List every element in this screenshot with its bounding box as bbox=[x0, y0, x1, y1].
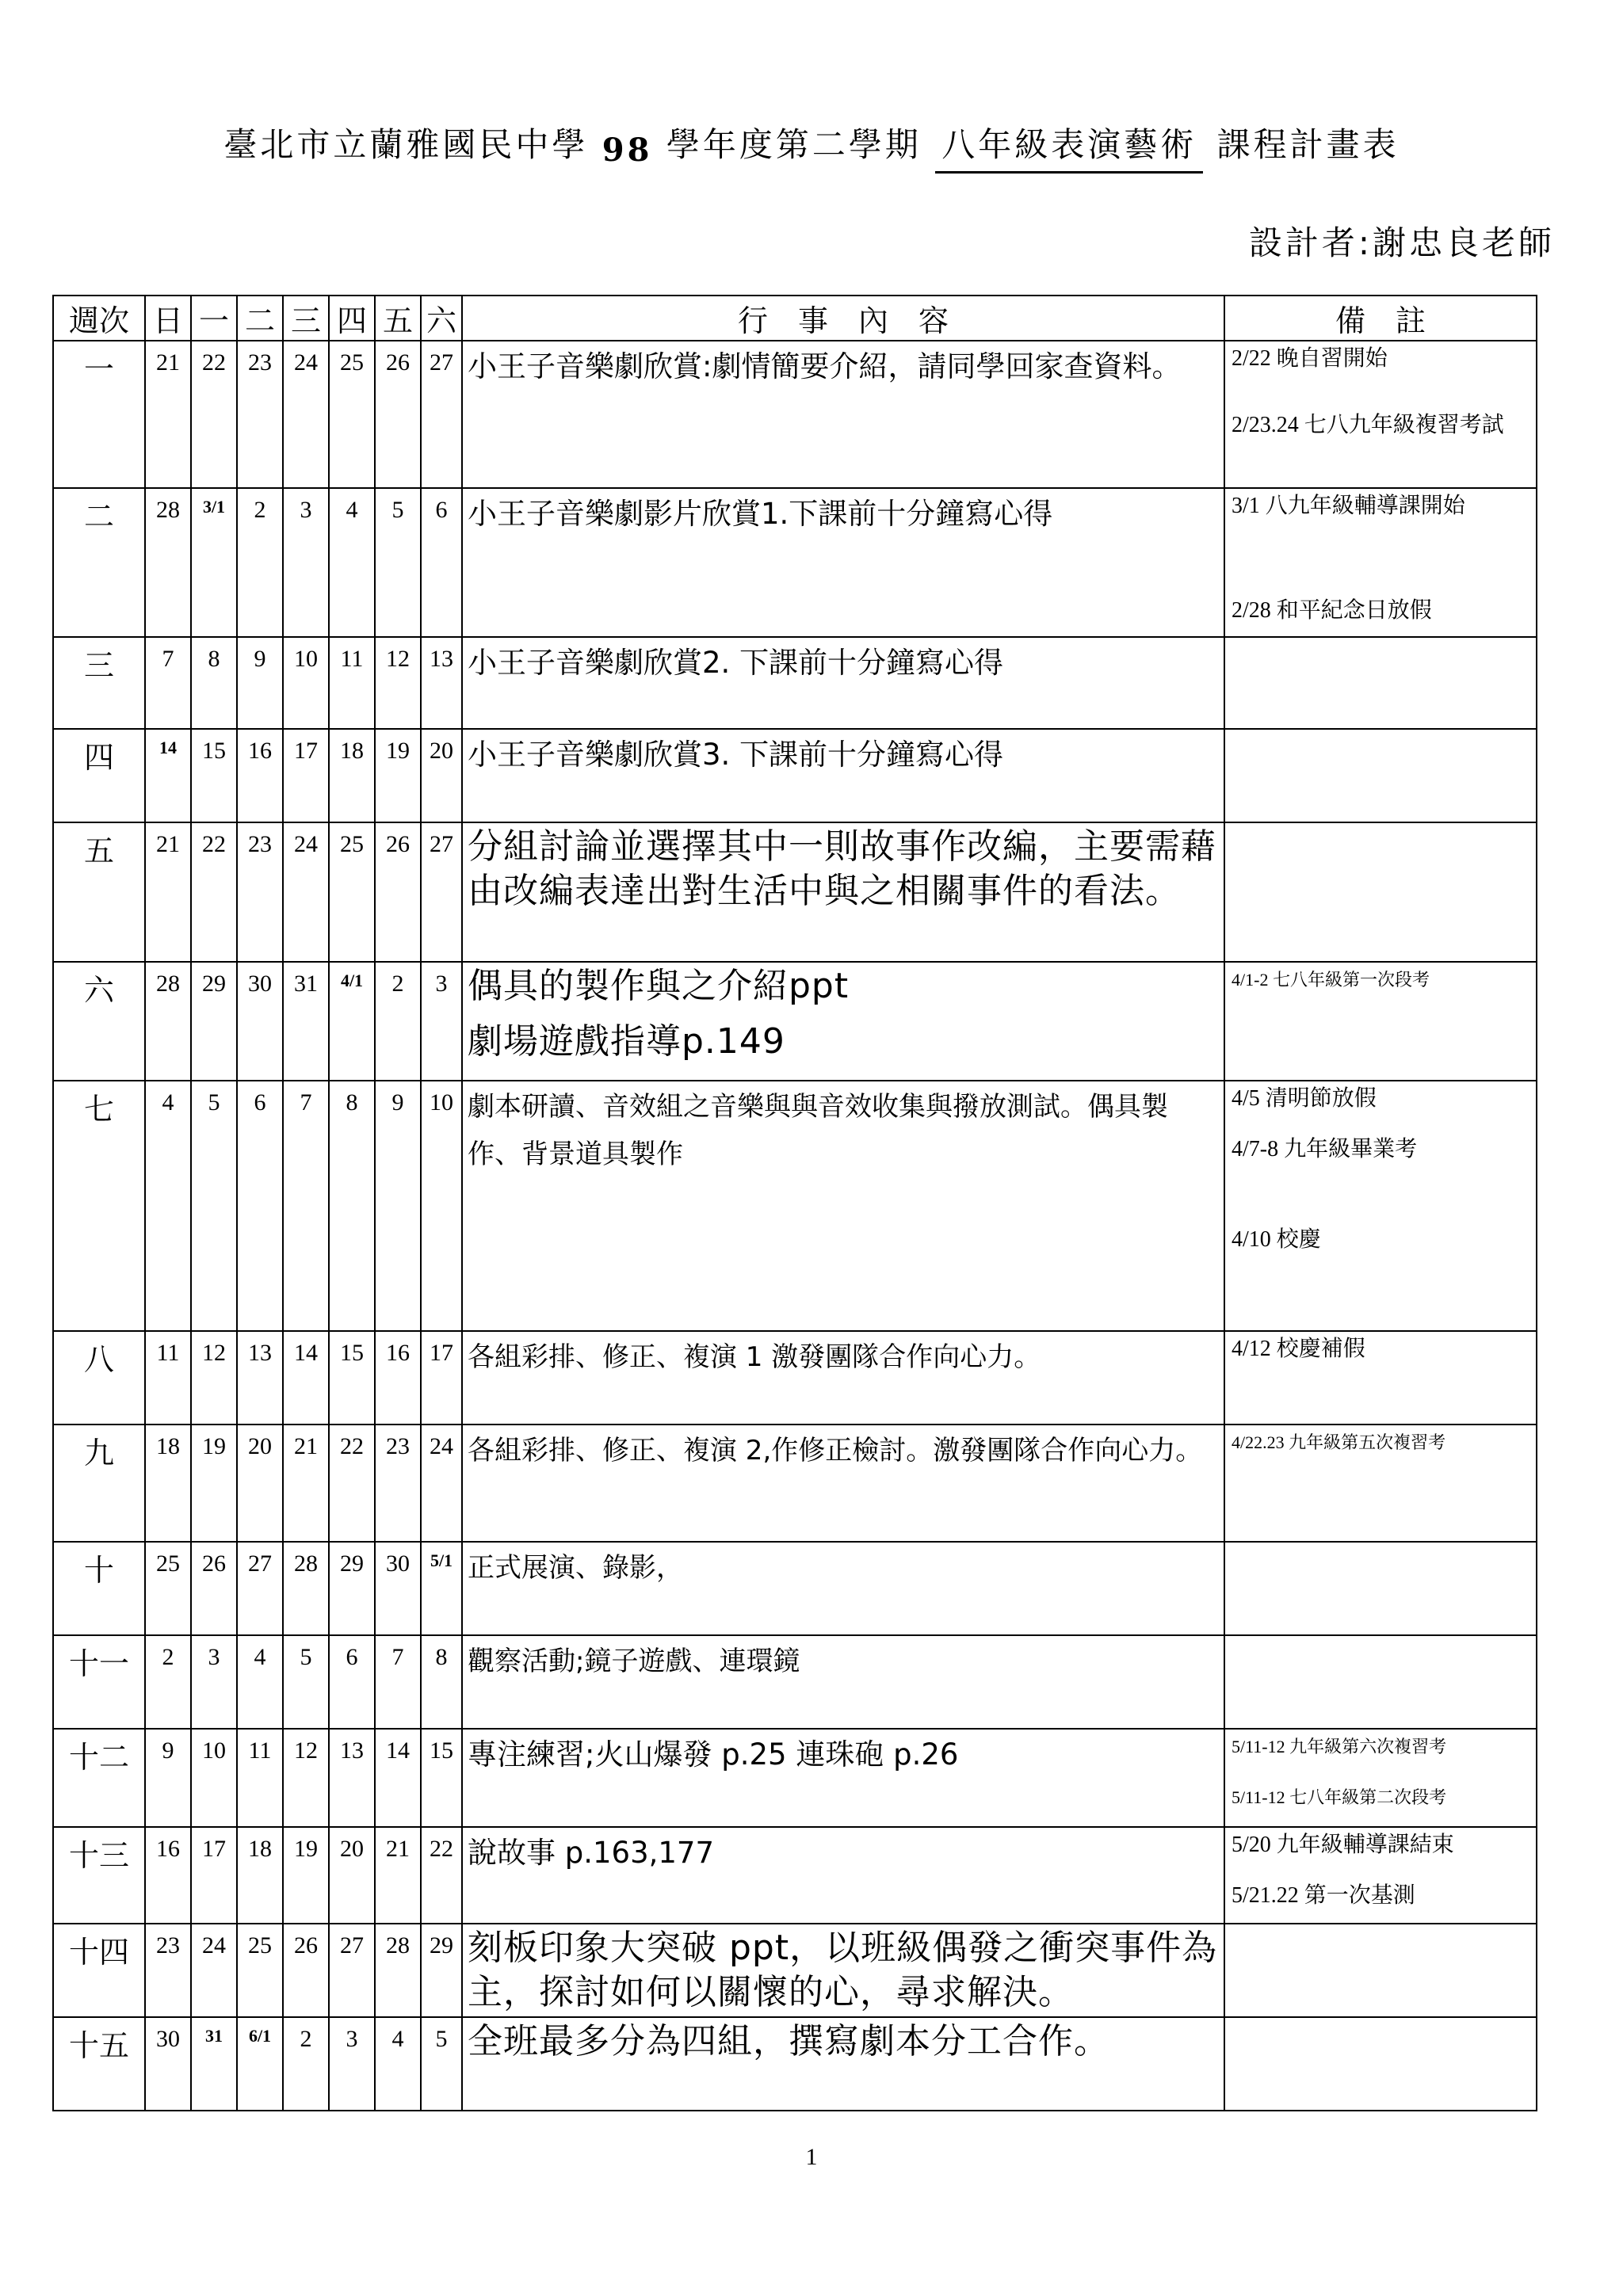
content-cell bbox=[462, 637, 1224, 729]
title-year: 98 bbox=[601, 132, 653, 169]
date-cell: 25 bbox=[145, 1542, 191, 1635]
note-text: 2/22 晚自習開始 bbox=[1232, 346, 1388, 371]
note-text: 4/22.23 九年級第五次複習考 bbox=[1232, 1432, 1446, 1452]
content-text: 偶具的製作與之介紹ppt bbox=[468, 966, 850, 1006]
week-cell: 四 bbox=[53, 729, 145, 822]
table-row bbox=[53, 637, 1537, 729]
date-cell: 26 bbox=[375, 822, 421, 962]
content-cell bbox=[462, 1729, 1224, 1827]
header-day: 日 bbox=[145, 296, 191, 341]
header-day: 二 bbox=[237, 296, 283, 341]
content-text: 小王子音樂劇影片欣賞1.下課前十分鐘寫心得 bbox=[468, 497, 1053, 531]
header-day: 一 bbox=[191, 296, 237, 341]
notes-cell bbox=[1224, 2017, 1537, 2111]
content-cell bbox=[462, 1924, 1224, 2017]
note-text: 5/20 九年級輔導課結束 bbox=[1232, 1833, 1454, 1857]
date-cell: 26 bbox=[375, 341, 421, 488]
date-cell: 3 bbox=[421, 962, 462, 1081]
date-cell: 4/1 bbox=[329, 962, 375, 1081]
content-text: 正式展演、錄影， bbox=[468, 1552, 683, 1584]
date-cell: 27 bbox=[237, 1542, 283, 1635]
header-day: 五 bbox=[375, 296, 421, 341]
header-day: 三 bbox=[283, 296, 329, 341]
schedule-table bbox=[52, 295, 1537, 2111]
note-text: 4/1-2 七八年級第一次段考 bbox=[1232, 970, 1430, 990]
date-cell: 28 bbox=[283, 1542, 329, 1635]
header-content: 行 事 內 容 bbox=[462, 296, 1224, 341]
date-cell: 4 bbox=[375, 2017, 421, 2111]
date-cell: 18 bbox=[237, 1827, 283, 1924]
date-cell: 21 bbox=[145, 822, 191, 962]
page-number: 1 bbox=[805, 2144, 818, 2170]
date-cell: 24 bbox=[283, 822, 329, 962]
table-row bbox=[53, 2017, 1537, 2111]
date-cell: 2 bbox=[283, 2017, 329, 2111]
title-course: 八年級表演藝術 bbox=[935, 119, 1203, 174]
content-text: 小王子音樂劇欣賞3. 下課前十分鐘寫心得 bbox=[468, 738, 1004, 772]
date-cell: 10 bbox=[421, 1081, 462, 1331]
content-text: 小王子音樂劇欣賞:劇情簡要介紹，請同學回家查資料。 bbox=[468, 349, 1182, 383]
date-cell: 25 bbox=[329, 822, 375, 962]
date-cell: 6/1 bbox=[237, 2017, 283, 2111]
header-notes: 備 註 bbox=[1224, 296, 1537, 341]
date-cell: 22 bbox=[421, 1827, 462, 1924]
date-cell: 20 bbox=[237, 1425, 283, 1542]
date-cell: 26 bbox=[191, 1542, 237, 1635]
week-cell: 十三 bbox=[53, 1827, 145, 1924]
date-cell: 5 bbox=[421, 2017, 462, 2111]
date-cell: 22 bbox=[191, 822, 237, 962]
table-row bbox=[53, 1542, 1537, 1635]
date-cell: 29 bbox=[421, 1924, 462, 2017]
notes-cell bbox=[1224, 1729, 1537, 1827]
header-week: 週次 bbox=[53, 296, 145, 341]
note-text: 2/23.24 七八九年級複習考試 bbox=[1232, 413, 1504, 437]
date-cell: 15 bbox=[191, 729, 237, 822]
notes-cell bbox=[1224, 1081, 1537, 1331]
date-cell: 2 bbox=[145, 1635, 191, 1729]
date-cell: 4 bbox=[237, 1635, 283, 1729]
note-text: 4/10 校慶 bbox=[1232, 1227, 1321, 1252]
date-cell: 19 bbox=[191, 1425, 237, 1542]
content-cell bbox=[462, 2017, 1224, 2111]
date-cell: 3 bbox=[283, 488, 329, 637]
table-row bbox=[53, 488, 1537, 637]
date-cell: 11 bbox=[145, 1331, 191, 1425]
date-cell: 28 bbox=[145, 488, 191, 637]
note-text: 5/21.22 第一次基測 bbox=[1232, 1883, 1415, 1908]
date-cell: 14 bbox=[375, 1729, 421, 1827]
date-cell: 30 bbox=[375, 1542, 421, 1635]
content-text: 說故事 p.163,177 bbox=[468, 1836, 715, 1870]
week-cell: 一 bbox=[53, 341, 145, 488]
table-row bbox=[53, 1924, 1537, 2017]
notes-cell bbox=[1224, 729, 1537, 822]
content-cell bbox=[462, 488, 1224, 637]
date-cell: 14 bbox=[145, 729, 191, 822]
date-cell: 11 bbox=[329, 637, 375, 729]
table-row bbox=[53, 1081, 1537, 1331]
notes-cell bbox=[1224, 1331, 1537, 1425]
date-cell: 3/1 bbox=[191, 488, 237, 637]
notes-cell bbox=[1224, 1827, 1537, 1924]
date-cell: 23 bbox=[375, 1425, 421, 1542]
date-cell: 17 bbox=[283, 729, 329, 822]
table-row bbox=[53, 341, 1537, 488]
notes-cell bbox=[1224, 637, 1537, 729]
content-text: 各組彩排、修正、複演 2,作修正檢討。激發團隊合作向心力。 bbox=[468, 1435, 1203, 1466]
content-text: 觀察活動;鏡子遊戲、連環鏡 bbox=[468, 1646, 800, 1677]
date-cell: 12 bbox=[283, 1729, 329, 1827]
table-row bbox=[53, 962, 1537, 1081]
date-cell: 9 bbox=[237, 637, 283, 729]
date-cell: 2 bbox=[237, 488, 283, 637]
date-cell: 30 bbox=[145, 2017, 191, 2111]
date-cell: 22 bbox=[329, 1425, 375, 1542]
note-text: 4/12 校慶補假 bbox=[1232, 1337, 1365, 1361]
table-row bbox=[53, 1729, 1537, 1827]
date-cell: 13 bbox=[421, 637, 462, 729]
date-cell: 20 bbox=[421, 729, 462, 822]
date-cell: 18 bbox=[329, 729, 375, 822]
content-cell bbox=[462, 822, 1224, 962]
date-cell: 24 bbox=[283, 341, 329, 488]
date-cell: 21 bbox=[145, 341, 191, 488]
header-day: 六 bbox=[421, 296, 462, 341]
date-cell: 12 bbox=[375, 637, 421, 729]
content-cell bbox=[462, 1331, 1224, 1425]
notes-cell bbox=[1224, 822, 1537, 962]
week-cell: 十一 bbox=[53, 1635, 145, 1729]
week-cell: 六 bbox=[53, 962, 145, 1081]
date-cell: 19 bbox=[283, 1827, 329, 1924]
content-text: 全班最多分為四組，撰寫劇本分工合作。 bbox=[468, 2021, 1109, 2061]
date-cell: 4 bbox=[145, 1081, 191, 1331]
note-text: 5/11-12 九年級第六次複習考 bbox=[1232, 1737, 1447, 1756]
page-title bbox=[0, 119, 1623, 174]
title-semester: 學年度第二學期 bbox=[666, 125, 922, 164]
content-cell bbox=[462, 341, 1224, 488]
date-cell: 8 bbox=[329, 1081, 375, 1331]
week-cell: 十二 bbox=[53, 1729, 145, 1827]
content-text: 各組彩排、修正、複演 1 激發團隊合作向心力。 bbox=[468, 1341, 1041, 1373]
date-cell: 4 bbox=[329, 488, 375, 637]
week-cell: 五 bbox=[53, 822, 145, 962]
date-cell: 29 bbox=[329, 1542, 375, 1635]
date-cell: 21 bbox=[375, 1827, 421, 1924]
date-cell: 6 bbox=[237, 1081, 283, 1331]
date-cell: 11 bbox=[237, 1729, 283, 1827]
table-row bbox=[53, 1635, 1537, 1729]
content-text: 小王子音樂劇欣賞2. 下課前十分鐘寫心得 bbox=[468, 646, 1004, 680]
header-day: 四 bbox=[329, 296, 375, 341]
week-cell: 七 bbox=[53, 1081, 145, 1331]
date-cell: 30 bbox=[237, 962, 283, 1081]
date-cell: 6 bbox=[329, 1635, 375, 1729]
content-cell bbox=[462, 1081, 1224, 1331]
date-cell: 7 bbox=[145, 637, 191, 729]
content-text: 專注練習;火山爆發 p.25 連珠砲 p.26 bbox=[468, 1737, 959, 1772]
content-text: 劇本研讀、音效組之音樂與與音效收集與撥放測試。偶具製作、背景道具製作 bbox=[468, 1091, 1168, 1170]
date-cell: 29 bbox=[191, 962, 237, 1081]
date-cell: 16 bbox=[237, 729, 283, 822]
week-cell: 八 bbox=[53, 1331, 145, 1425]
notes-cell bbox=[1224, 1425, 1537, 1542]
date-cell: 2 bbox=[375, 962, 421, 1081]
date-cell: 31 bbox=[191, 2017, 237, 2111]
notes-cell bbox=[1224, 341, 1537, 488]
designer-credit: 設計者:謝忠良老師 bbox=[1248, 223, 1555, 262]
date-cell: 16 bbox=[375, 1331, 421, 1425]
date-cell: 5 bbox=[375, 488, 421, 637]
date-cell: 9 bbox=[145, 1729, 191, 1827]
table-row bbox=[53, 1425, 1537, 1542]
date-cell: 27 bbox=[421, 341, 462, 488]
date-cell: 5/1 bbox=[421, 1542, 462, 1635]
date-cell: 28 bbox=[145, 962, 191, 1081]
notes-cell bbox=[1224, 962, 1537, 1081]
date-cell: 3 bbox=[329, 2017, 375, 2111]
notes-cell bbox=[1224, 1542, 1537, 1635]
date-cell: 17 bbox=[421, 1331, 462, 1425]
table-row bbox=[53, 1331, 1537, 1425]
date-cell: 5 bbox=[191, 1081, 237, 1331]
date-cell: 16 bbox=[145, 1827, 191, 1924]
content-text: 刻板印象大突破 ppt，以班級偶發之衝突事件為主，探討如何以關懷的心，尋求解決。 bbox=[468, 1928, 1218, 2012]
date-cell: 14 bbox=[283, 1331, 329, 1425]
date-cell: 9 bbox=[375, 1081, 421, 1331]
date-cell: 27 bbox=[329, 1924, 375, 2017]
date-cell: 25 bbox=[237, 1924, 283, 2017]
date-cell: 15 bbox=[329, 1331, 375, 1425]
note-text: 2/28 和平紀念日放假 bbox=[1232, 598, 1432, 623]
note-text: 3/1 八九年級輔導課開始 bbox=[1232, 494, 1465, 518]
date-cell: 18 bbox=[145, 1425, 191, 1542]
note-text: 5/11-12 七八年級第二次段考 bbox=[1232, 1787, 1447, 1807]
date-cell: 12 bbox=[191, 1331, 237, 1425]
table-row bbox=[53, 1827, 1537, 1924]
notes-cell bbox=[1224, 1635, 1537, 1729]
date-cell: 24 bbox=[191, 1924, 237, 2017]
date-cell: 10 bbox=[283, 637, 329, 729]
content-cell bbox=[462, 1635, 1224, 1729]
content-cell bbox=[462, 1542, 1224, 1635]
table-row bbox=[53, 729, 1537, 822]
date-cell: 19 bbox=[375, 729, 421, 822]
date-cell: 23 bbox=[237, 341, 283, 488]
content-cell bbox=[462, 962, 1224, 1081]
date-cell: 22 bbox=[191, 341, 237, 488]
note-text: 4/5 清明節放假 bbox=[1232, 1086, 1377, 1111]
table-row bbox=[53, 822, 1537, 962]
date-cell: 13 bbox=[237, 1331, 283, 1425]
date-cell: 3 bbox=[191, 1635, 237, 1729]
date-cell: 17 bbox=[191, 1827, 237, 1924]
notes-cell bbox=[1224, 1924, 1537, 2017]
date-cell: 26 bbox=[283, 1924, 329, 2017]
date-cell: 27 bbox=[421, 822, 462, 962]
header-row bbox=[53, 296, 1537, 341]
content-text-secondary: 劇場遊戲指導p.149 bbox=[468, 1021, 785, 1062]
content-cell bbox=[462, 1827, 1224, 1924]
date-cell: 7 bbox=[283, 1081, 329, 1331]
week-cell: 十 bbox=[53, 1542, 145, 1635]
notes-cell bbox=[1224, 488, 1537, 637]
date-cell: 25 bbox=[329, 341, 375, 488]
date-cell: 20 bbox=[329, 1827, 375, 1924]
date-cell: 28 bbox=[375, 1924, 421, 2017]
date-cell: 10 bbox=[191, 1729, 237, 1827]
title-school: 臺北市立蘭雅國民中學 bbox=[223, 125, 589, 164]
date-cell: 8 bbox=[421, 1635, 462, 1729]
date-cell: 7 bbox=[375, 1635, 421, 1729]
week-cell: 十五 bbox=[53, 2017, 145, 2111]
date-cell: 5 bbox=[283, 1635, 329, 1729]
date-cell: 13 bbox=[329, 1729, 375, 1827]
week-cell: 二 bbox=[53, 488, 145, 637]
week-cell: 十四 bbox=[53, 1924, 145, 2017]
date-cell: 24 bbox=[421, 1425, 462, 1542]
date-cell: 15 bbox=[421, 1729, 462, 1827]
content-cell bbox=[462, 1425, 1224, 1542]
content-text: 分組討論並選擇其中一則故事作改編，主要需藉由改編表達出對生活中與之相關事件的看法。 bbox=[468, 826, 1216, 911]
week-cell: 九 bbox=[53, 1425, 145, 1542]
date-cell: 21 bbox=[283, 1425, 329, 1542]
content-cell bbox=[462, 729, 1224, 822]
title-suffix: 課程計畫表 bbox=[1216, 125, 1400, 164]
note-text: 4/7-8 九年級畢業考 bbox=[1232, 1137, 1418, 1161]
date-cell: 23 bbox=[237, 822, 283, 962]
week-cell: 三 bbox=[53, 637, 145, 729]
date-cell: 23 bbox=[145, 1924, 191, 2017]
date-cell: 8 bbox=[191, 637, 237, 729]
date-cell: 31 bbox=[283, 962, 329, 1081]
date-cell: 6 bbox=[421, 488, 462, 637]
